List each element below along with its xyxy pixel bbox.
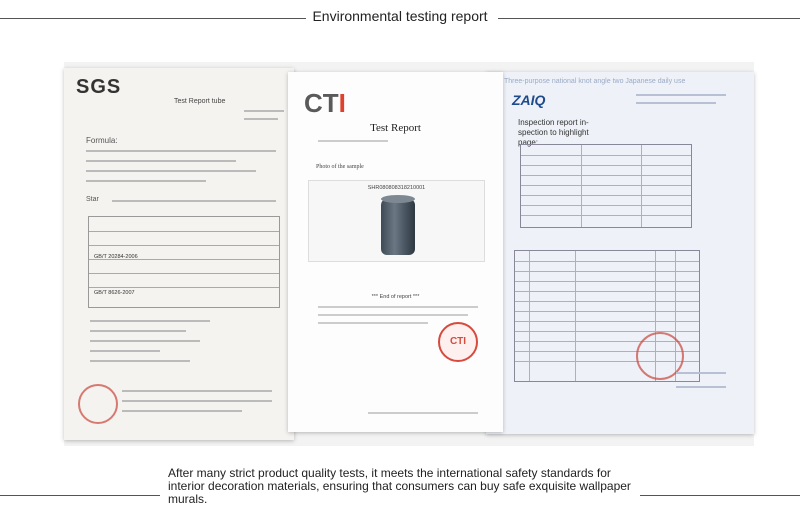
sgs-report bbox=[64, 68, 294, 440]
table-row bbox=[521, 195, 691, 196]
sgs-formula-label: Formula: bbox=[86, 136, 118, 145]
table-row bbox=[515, 291, 699, 292]
table-row bbox=[515, 321, 699, 322]
sgs-text-line bbox=[86, 180, 206, 182]
sgs-text-line bbox=[112, 200, 276, 202]
yarn-spool-image bbox=[381, 199, 415, 255]
zaiq-table-top bbox=[520, 144, 692, 228]
table-row bbox=[89, 273, 279, 274]
cti-text-line bbox=[318, 140, 388, 142]
zaiq-text-line bbox=[676, 386, 726, 388]
zaiq-text-line bbox=[676, 372, 726, 374]
sgs-text-line bbox=[90, 350, 160, 352]
footer-description: After many strict product quality tests, it meets the international safety standards for interior decoration materials, ensuring that consumers can buy safe exquisite wallpaper murals. bbox=[168, 466, 631, 506]
cti-logo bbox=[304, 88, 346, 119]
footer-rule-left bbox=[0, 495, 160, 496]
zaiq-report bbox=[486, 72, 754, 434]
sgs-standard-code: GB/T 20284-2006 bbox=[94, 254, 138, 260]
cti-text-line bbox=[318, 306, 478, 308]
table-row bbox=[521, 205, 691, 206]
table-row bbox=[89, 231, 279, 232]
sgs-star-label: Star bbox=[86, 196, 99, 203]
cti-end-text: *** End of report *** bbox=[371, 294, 420, 300]
sgs-text-line bbox=[90, 340, 200, 342]
footer-rule-right bbox=[640, 495, 800, 496]
table-row bbox=[515, 311, 699, 312]
sgs-text-line bbox=[90, 320, 210, 322]
sgs-standard-code: GB/T 8626-2007 bbox=[94, 290, 135, 296]
page-title-text: Environmental testing report bbox=[306, 8, 493, 24]
sgs-text-line bbox=[86, 170, 256, 172]
cti-text-line bbox=[318, 314, 468, 316]
sgs-text-line bbox=[122, 400, 272, 402]
table-row bbox=[521, 175, 691, 176]
cti-text-line bbox=[368, 412, 478, 414]
sgs-text-line bbox=[122, 410, 242, 412]
cti-sample-id: SHR080808318210001 bbox=[367, 185, 426, 191]
table-row bbox=[521, 155, 691, 156]
table-row bbox=[521, 215, 691, 216]
cti-sample-photo bbox=[308, 180, 485, 262]
sgs-red-stamp bbox=[78, 384, 118, 424]
cti-text-line bbox=[318, 322, 428, 324]
sgs-text-line bbox=[86, 150, 276, 152]
cti-logo-main: CT bbox=[304, 88, 339, 118]
zaiq-text-line bbox=[636, 94, 726, 96]
sgs-text-line bbox=[244, 118, 278, 120]
zaiq-inspection-note: Inspection report in-spection to highlight page: bbox=[518, 118, 589, 147]
table-row bbox=[515, 331, 699, 332]
table-row bbox=[89, 287, 279, 288]
zaiq-logo: ZAIQ bbox=[512, 92, 546, 108]
zaiq-header-text: Three-purpose national knot angle two Japanese daily use bbox=[504, 78, 686, 85]
cti-photo-label: Photo of the sample bbox=[316, 164, 364, 170]
table-row bbox=[521, 185, 691, 186]
table-row bbox=[515, 271, 699, 272]
table-row bbox=[515, 301, 699, 302]
sgs-text-line bbox=[244, 110, 284, 112]
table-col bbox=[575, 251, 576, 381]
cti-logo-accent: I bbox=[338, 88, 346, 118]
table-row bbox=[89, 245, 279, 246]
table-row bbox=[521, 165, 691, 166]
cti-report-title: Test Report bbox=[370, 122, 421, 134]
page-title bbox=[0, 8, 800, 24]
sgs-text-line bbox=[86, 160, 236, 162]
yarn-spool-top bbox=[381, 195, 415, 203]
sgs-text-line bbox=[122, 390, 272, 392]
cti-report bbox=[288, 72, 503, 432]
sgs-text-line bbox=[90, 330, 186, 332]
sgs-subtitle: Test Report tube bbox=[174, 98, 226, 105]
table-col bbox=[641, 145, 642, 227]
zaiq-text-line bbox=[636, 102, 716, 104]
table-row bbox=[515, 281, 699, 282]
table-col bbox=[529, 251, 530, 381]
cti-red-stamp: CTI bbox=[438, 322, 478, 362]
table-row bbox=[515, 261, 699, 262]
sgs-text-line bbox=[90, 360, 190, 362]
sgs-logo: SGS bbox=[76, 76, 122, 98]
table-col bbox=[581, 145, 582, 227]
